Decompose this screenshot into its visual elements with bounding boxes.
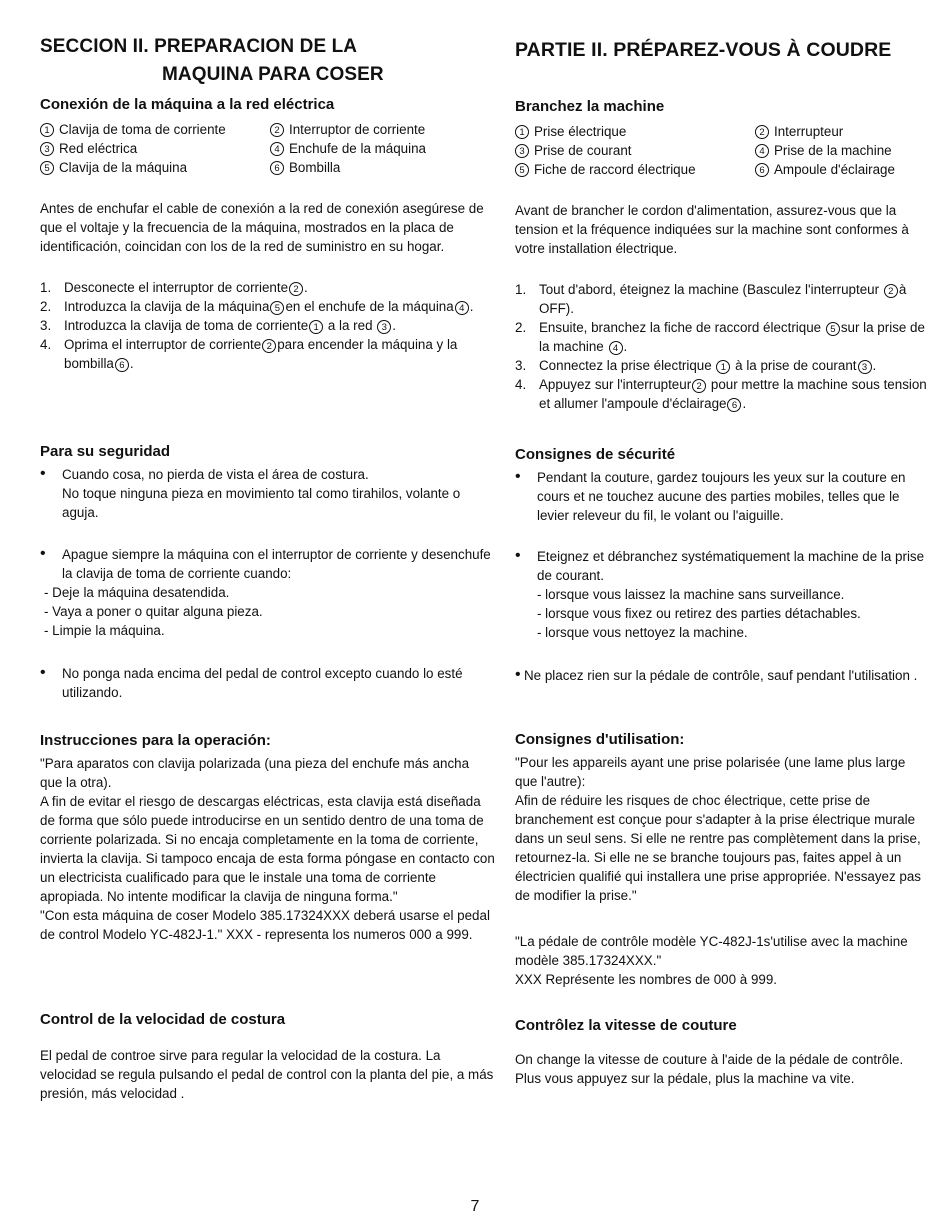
circled-number: 6 — [755, 163, 769, 177]
safety-bullet-2-fr: • Eteignez et débranchez systématiquement la machine de la prise de courant. - lorsque vous laissez la machine sans surveillance. - lorsque vous fixez ou retirez des parties détachables. - lorsque vous nettoyez la machine. — [515, 547, 927, 642]
safety-sub-item: - lorsque vous laissez la machine sans surveillance. — [537, 587, 845, 602]
circled-number: 2 — [755, 125, 769, 139]
legend-label: Prise électrique — [534, 124, 627, 139]
legend-item — [755, 160, 925, 179]
section-title-fr: PARTIE II. PRÉPAREZ-VOUS À COUDRE — [515, 39, 892, 61]
step-item: 3. Introduzca la clavija de toma de corriente 1 a la red 3 . — [40, 318, 397, 333]
legend-label: Ampoule d'éclairage — [774, 162, 895, 177]
safety-sub-item: - lorsque vous fixez ou retirez des parties détachables. — [537, 606, 861, 621]
circled-number: 5 — [40, 161, 54, 175]
circled-number: 5 — [515, 163, 529, 177]
safety-bullet-1-es: • Cuando cosa, no pierda de vista el área de costura. No toque ninguna pieza en movimiento tal como tirahilos, volante o aguja. — [40, 465, 461, 520]
circled-number: 1 — [515, 125, 529, 139]
safety-bullet-3-fr: • Ne placez rien sur la pédale de contrôle, sauf pendant l'utilisation . — [515, 666, 918, 683]
legend-item — [270, 158, 480, 177]
ops-heading-fr: Consignes d'utilisation: — [515, 731, 685, 748]
safety-sub-item: - Deje la máquina desatendida. — [44, 585, 230, 600]
intro-paragraph-fr: Avant de brancher le cordon d'alimentation, assurez-vous que la tension et la fréquence indiquées sur la machine sont conformes à votre installation électrique. — [515, 203, 909, 256]
legend-item — [40, 139, 270, 158]
legend-item — [515, 122, 755, 141]
speed-heading-es: Control de la velocidad de costura — [40, 1011, 286, 1028]
safety-bullet-2-es: • Apague siempre la máquina con el interruptor de corriente y desenchufe la clavija de toma de corriente cuando: - Deje la máquina desatendida. - Vaya a poner o quitar alguna pieza. - Limpie la máquina. — [40, 545, 495, 640]
legend-label: Interruptor de corriente — [289, 122, 426, 137]
safety-sub-item: - lorsque vous nettoyez la machine. — [537, 625, 748, 640]
circled-number: 1 — [716, 360, 730, 374]
ops-model-text-fr: "La pédale de contrôle modèle YC-482J-1s'utilise avec la machine modèle 385.17324XXX." XXX Représente les nombres de 000 à 999. — [515, 934, 908, 987]
legend-es — [40, 120, 495, 177]
steps-list-es — [40, 278, 495, 373]
legend-item — [40, 120, 270, 139]
title-line-1: SECCION II. PREPARACION DE LA — [40, 36, 358, 57]
connect-heading-es: Conexión de la máquina a la red eléctrica — [40, 96, 335, 113]
ops-heading-es: Instrucciones para la operación: — [40, 732, 271, 749]
speed-paragraph-fr: On change la vitesse de couture à l'aide de la pédale de contrôle. Plus vous appuyez sur la pédale, plus la machine va vite. — [515, 1052, 904, 1086]
legend-item — [270, 139, 480, 158]
step-item: 2. Introduzca la clavija de la máquina 5 en el enchufe de la máquina 4 . — [40, 299, 474, 314]
safety-sub-item: - Limpie la máquina. — [44, 623, 165, 638]
title-line-2: MAQUINA PARA COSER — [162, 64, 384, 85]
step-item: 2. Ensuite, branchez la fiche de raccord électrique 5 sur la prise de la machine 4 . — [515, 320, 925, 354]
steps-list-fr — [515, 280, 927, 413]
circled-number: 2 — [692, 379, 706, 393]
safety-heading-es: Para su seguridad — [40, 443, 171, 460]
step-item: 4. Appuyez sur l'interrupteur 2 pour mettre la machine sous tension et allumer l'ampoule d'éclairage 6 . — [515, 377, 927, 411]
legend-label: Red eléctrica — [59, 141, 138, 156]
step-item: 1. Desconecte el interruptor de corriente 2 . — [40, 280, 308, 295]
circled-number: 3 — [858, 360, 872, 374]
legend-item — [515, 160, 755, 179]
circled-number: 3 — [377, 320, 391, 334]
circled-number: 3 — [515, 144, 529, 158]
circled-number: 5 — [826, 322, 840, 336]
legend-label: Fiche de raccord électrique — [534, 162, 696, 177]
circled-number: 4 — [755, 144, 769, 158]
circled-number: 2 — [884, 284, 898, 298]
circled-number: 4 — [455, 301, 469, 315]
speed-paragraph-es: El pedal de controe sirve para regular la velocidad de la costura. La velocidad se regula pulsando el pedal de control con la planta del pie, a más presión, más velocidad . — [40, 1048, 494, 1101]
legend-item — [515, 141, 755, 160]
circled-number: 2 — [270, 123, 284, 137]
legend-label: Interrupteur — [774, 124, 844, 139]
safety-bullet-1-fr: • Pendant la couture, gardez toujours les yeux sur la couture en cours et ne touchez aucune des parties mobiles, telles que le levier releveur du fil, le volant ou l'aiguille. — [515, 468, 906, 523]
circled-number: 6 — [727, 398, 741, 412]
circled-number: 1 — [40, 123, 54, 137]
legend-label: Prise de la machine — [774, 143, 892, 158]
legend-item — [755, 141, 925, 160]
circled-number: 3 — [40, 142, 54, 156]
safety-sub-item: - Vaya a poner o quitar alguna pieza. — [44, 604, 263, 619]
legend-label: Clavija de la máquina — [59, 160, 188, 175]
step-item: 1. Tout d'abord, éteignez la machine (Basculez l'interrupteur 2 à OFF). — [515, 282, 907, 316]
intro-paragraph-es: Antes de enchufar el cable de conexión a la red de conexión asegúrese de que el voltaje y la frecuencia de la máquina, mostrados en la placa de identificación, coincidan con los de la red de suministro en su hogar. — [40, 201, 484, 254]
circled-number: 5 — [270, 301, 284, 315]
legend-label: Enchufe de la máquina — [289, 141, 426, 156]
step-item: 3. Connectez la prise électrique 1 à la prise de courant 3 . — [515, 358, 877, 373]
circled-number: 2 — [262, 339, 276, 353]
ops-text-es: "Para aparatos con clavija polarizada (una pieza del enchufe más ancha que la otra). A fin de evitar el riesgo de descargas eléctricas, esta clavija está diseñada de forma que sólo puede introducirse en un sentido dentro de una toma de corriente polarizada. Si no encaja completamente en la toma de corriente, invierta la clavija. Si tampoco encaja de esta forma póngase en contacto con un electricista cualificado para que le instale una toma de corriente apropiada. No intente modificar la clavija de ninguna forma." "Con esta máquina de coser Modelo 385.17324XXX deberá usarse el pedal de control Modelo YC-482J-1." XXX - representa los numeros 000 a 999. — [40, 756, 495, 942]
legend-label: Clavija de toma de corriente — [59, 122, 226, 137]
circled-number: 4 — [270, 142, 284, 156]
speed-heading-fr: Contrôlez la vitesse de couture — [515, 1017, 737, 1034]
legend-label: Bombilla — [289, 160, 341, 175]
safety-bullet-3-es: • No ponga nada encima del pedal de control excepto cuando lo esté utilizando. — [40, 664, 463, 700]
connect-heading-fr: Branchez la machine — [515, 98, 665, 115]
circled-number: 1 — [309, 320, 323, 334]
page-number: 7 — [470, 1198, 480, 1215]
circled-number: 2 — [289, 282, 303, 296]
circled-number: 6 — [270, 161, 284, 175]
circled-number: 6 — [115, 358, 129, 372]
legend-fr — [515, 122, 927, 179]
legend-label: Prise de courant — [534, 143, 632, 158]
legend-item — [755, 122, 925, 141]
safety-heading-fr: Consignes de sécurité — [515, 446, 676, 463]
legend-item — [40, 158, 270, 177]
circled-number: 4 — [609, 341, 623, 355]
legend-item — [270, 120, 480, 139]
section-title-es — [40, 33, 495, 89]
ops-text-fr: "Pour les appareils ayant une prise polarisée (une lame plus large que l'autre): Afin de réduire les risques de choc électrique, cette prise de branchement est conçue pour s'adapter à la prise électrique murale dans un seul sens. Si elle ne rentre pas complètement dans la prise, retournez-la. Si elle ne se branche toujours pas, faites appel à un électricien qualifié qui installera une prise appropriée. N'essayez pas de modifier la prise." — [515, 755, 921, 903]
step-item: 4. Oprima el interruptor de corriente 2 para encender la máquina y la bombilla 6 . — [40, 337, 458, 371]
